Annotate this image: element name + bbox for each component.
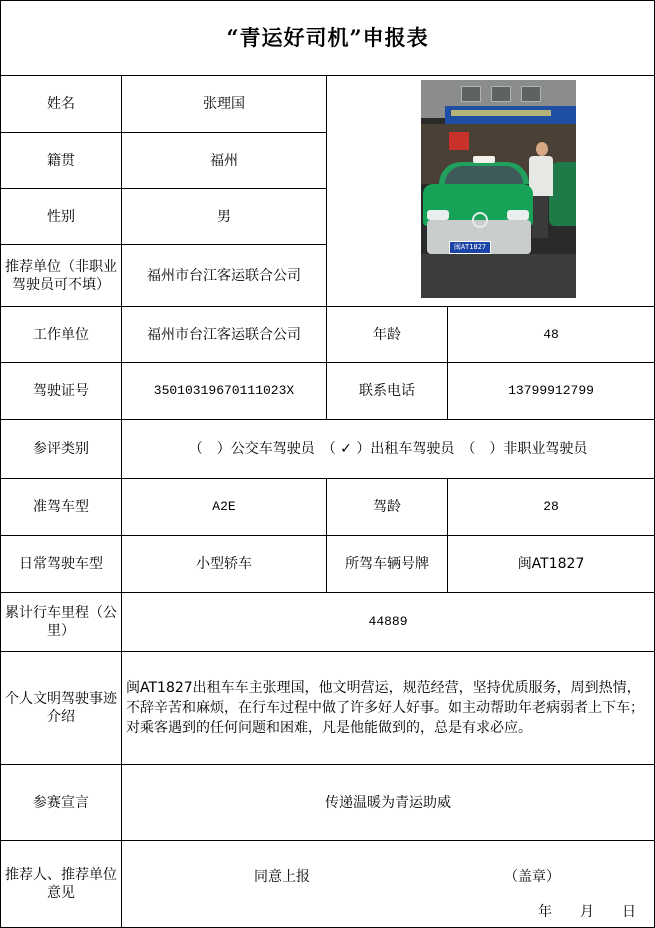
value-driving-years: 28 <box>448 479 655 536</box>
form-title: “青运好司机”申报表 <box>1 1 655 76</box>
value-plate: 闽AT1827 <box>448 536 655 593</box>
date-line: 年 月 日 <box>538 904 637 920</box>
label-declaration: 参赛宣言 <box>1 765 122 841</box>
label-recommender: 推荐单位（非职业驾驶员可不填） <box>1 245 122 307</box>
photo-license-plate: 闽AT1827 <box>449 241 491 254</box>
value-opinion: 同意上报 <box>254 869 310 885</box>
value-gender: 男 <box>122 189 327 245</box>
value-recommender: 福州市台江客运联合公司 <box>122 245 327 307</box>
label-name: 姓名 <box>1 76 122 133</box>
value-mileage: 44889 <box>122 593 655 652</box>
value-vehicle-type: A2E <box>122 479 327 536</box>
label-deeds: 个人文明驾驶事迹介绍 <box>1 652 122 765</box>
value-name: 张理国 <box>122 76 327 133</box>
label-daily-vehicle: 日常驾驶车型 <box>1 536 122 593</box>
label-gender: 性别 <box>1 189 122 245</box>
label-vehicle-type: 准驾车型 <box>1 479 122 536</box>
photo-driver <box>536 142 548 156</box>
label-driving-years: 驾龄 <box>327 479 448 536</box>
vw-logo-icon <box>472 212 488 228</box>
label-phone: 联系电话 <box>327 363 448 420</box>
label-age: 年龄 <box>327 307 448 363</box>
value-age: 48 <box>448 307 655 363</box>
value-hometown: 福州 <box>122 133 327 189</box>
seal-label: （盖章） <box>504 869 560 885</box>
opinion-cell <box>122 841 655 928</box>
value-workplace: 福州市台江客运联合公司 <box>122 307 327 363</box>
label-mileage: 累计行车里程（公里） <box>1 593 122 652</box>
label-plate: 所驾车辆号牌 <box>327 536 448 593</box>
label-hometown: 籍贯 <box>1 133 122 189</box>
label-category: 参评类别 <box>1 420 122 479</box>
value-declaration: 传递温暖为青运助威 <box>122 765 655 841</box>
value-category: （ ）公交车驾驶员 （ ✓ ）出租车驾驶员 （ ）非职业驾驶员 <box>122 420 655 479</box>
value-license-no: 35010319670111023X <box>122 363 327 420</box>
label-license-no: 驾驶证号 <box>1 363 122 420</box>
value-deeds: 闽AT1827出租车车主张理国，他文明营运，规范经营，坚持优质服务，周到热情，不辞辛苦和麻烦，在行车过程中做了许多好人好事。如主动帮助年老病弱者上下车；对乘客遇到的任何问题和困难，凡是他能做到的，总是有求必应。 <box>122 652 655 765</box>
value-daily-vehicle: 小型轿车 <box>122 536 327 593</box>
label-workplace: 工作单位 <box>1 307 122 363</box>
label-opinion: 推荐人、推荐单位意见 <box>1 841 122 928</box>
photo-cell <box>327 76 655 307</box>
driver-photo <box>421 80 576 298</box>
value-phone: 13799912799 <box>448 363 655 420</box>
